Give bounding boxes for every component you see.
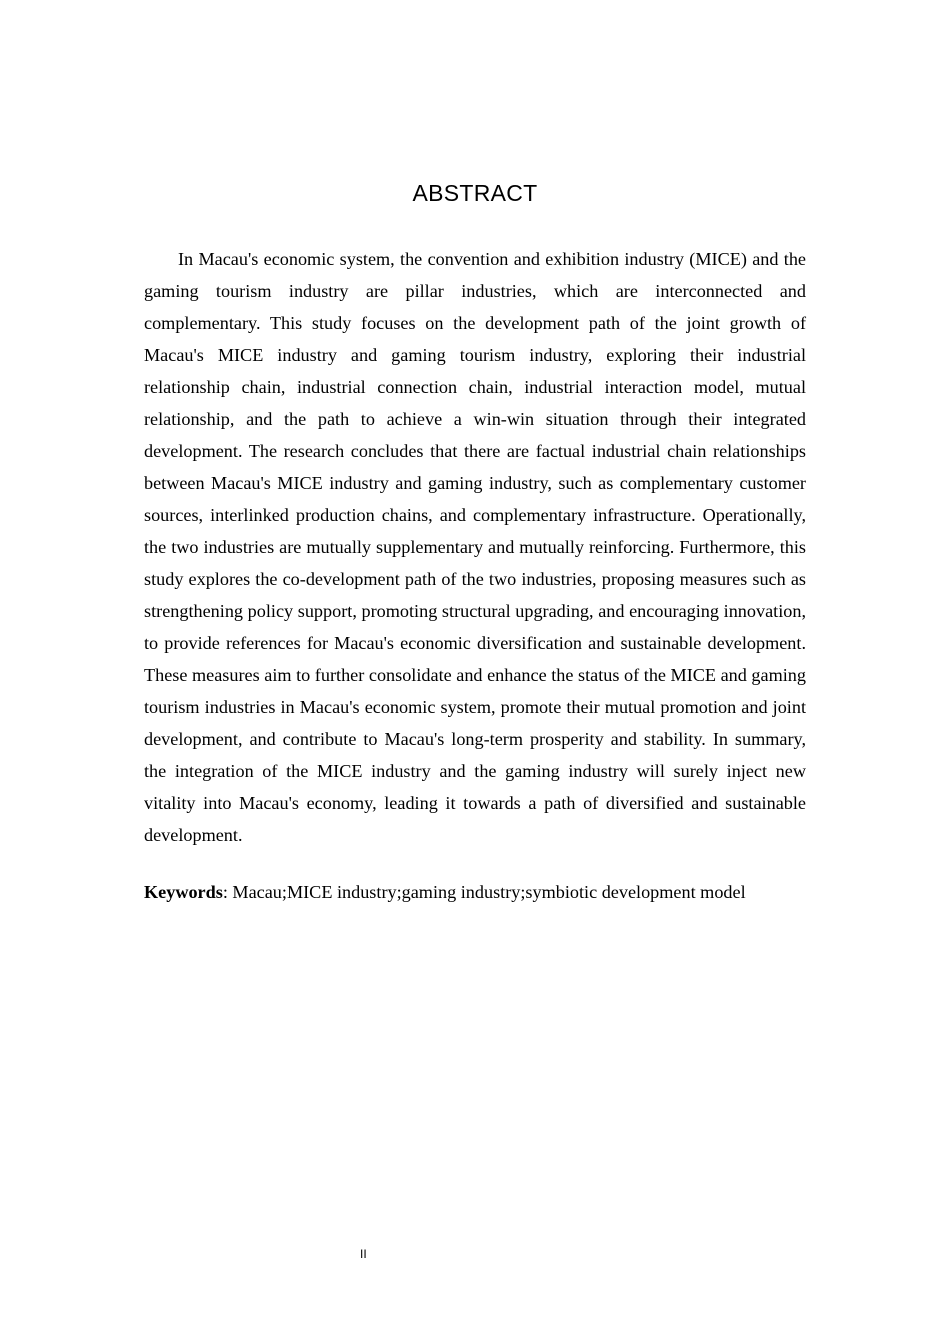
abstract-title: ABSTRACT — [412, 180, 538, 206]
keywords-line — [144, 878, 824, 906]
keywords-list: Macau;MICE industry;gaming industry;symbiotic development model — [232, 882, 746, 902]
page-number: II — [360, 1247, 367, 1261]
abstract-body: In Macau's economic system, the convention and exhibition industry (MICE) and the gaming tourism industry are pillar industries, which are interconnected and complementary. This study focuses on the development path of the joint growth of Macau's MICE industry and gaming tourism industry, exploring their industrial relationship chain, industrial connection chain, industrial interaction model, mutual relationship, and the path to achieve a win-win situation through their integrated development. The research concludes that there are factual industrial chain relationships between Macau's MICE industry and gaming industry, such as complementary customer sources, interlinked production chains, and complementary infrastructure. Operationally, the two industries are mutually supplementary and mutually reinforcing. Furthermore, this study explores the co-development path of the two industries, proposing measures such as strengthening policy support, promoting structural upgrading, and encouraging innovation, to provide references for Macau's economic diversification and sustainable development. These measures aim to further consolidate and enhance the status of the MICE and gaming tourism industries in Macau's economic system, promote their mutual promotion and joint development, and contribute to Macau's long-term prosperity and stability. In summary, the integration of the MICE industry and the gaming industry will surely inject new vitality into Macau's economy, leading it towards a path of diversified and sustainable development. — [144, 249, 806, 845]
keywords-label: Keywords — [144, 882, 223, 902]
keywords-separator: : — [222, 882, 233, 902]
